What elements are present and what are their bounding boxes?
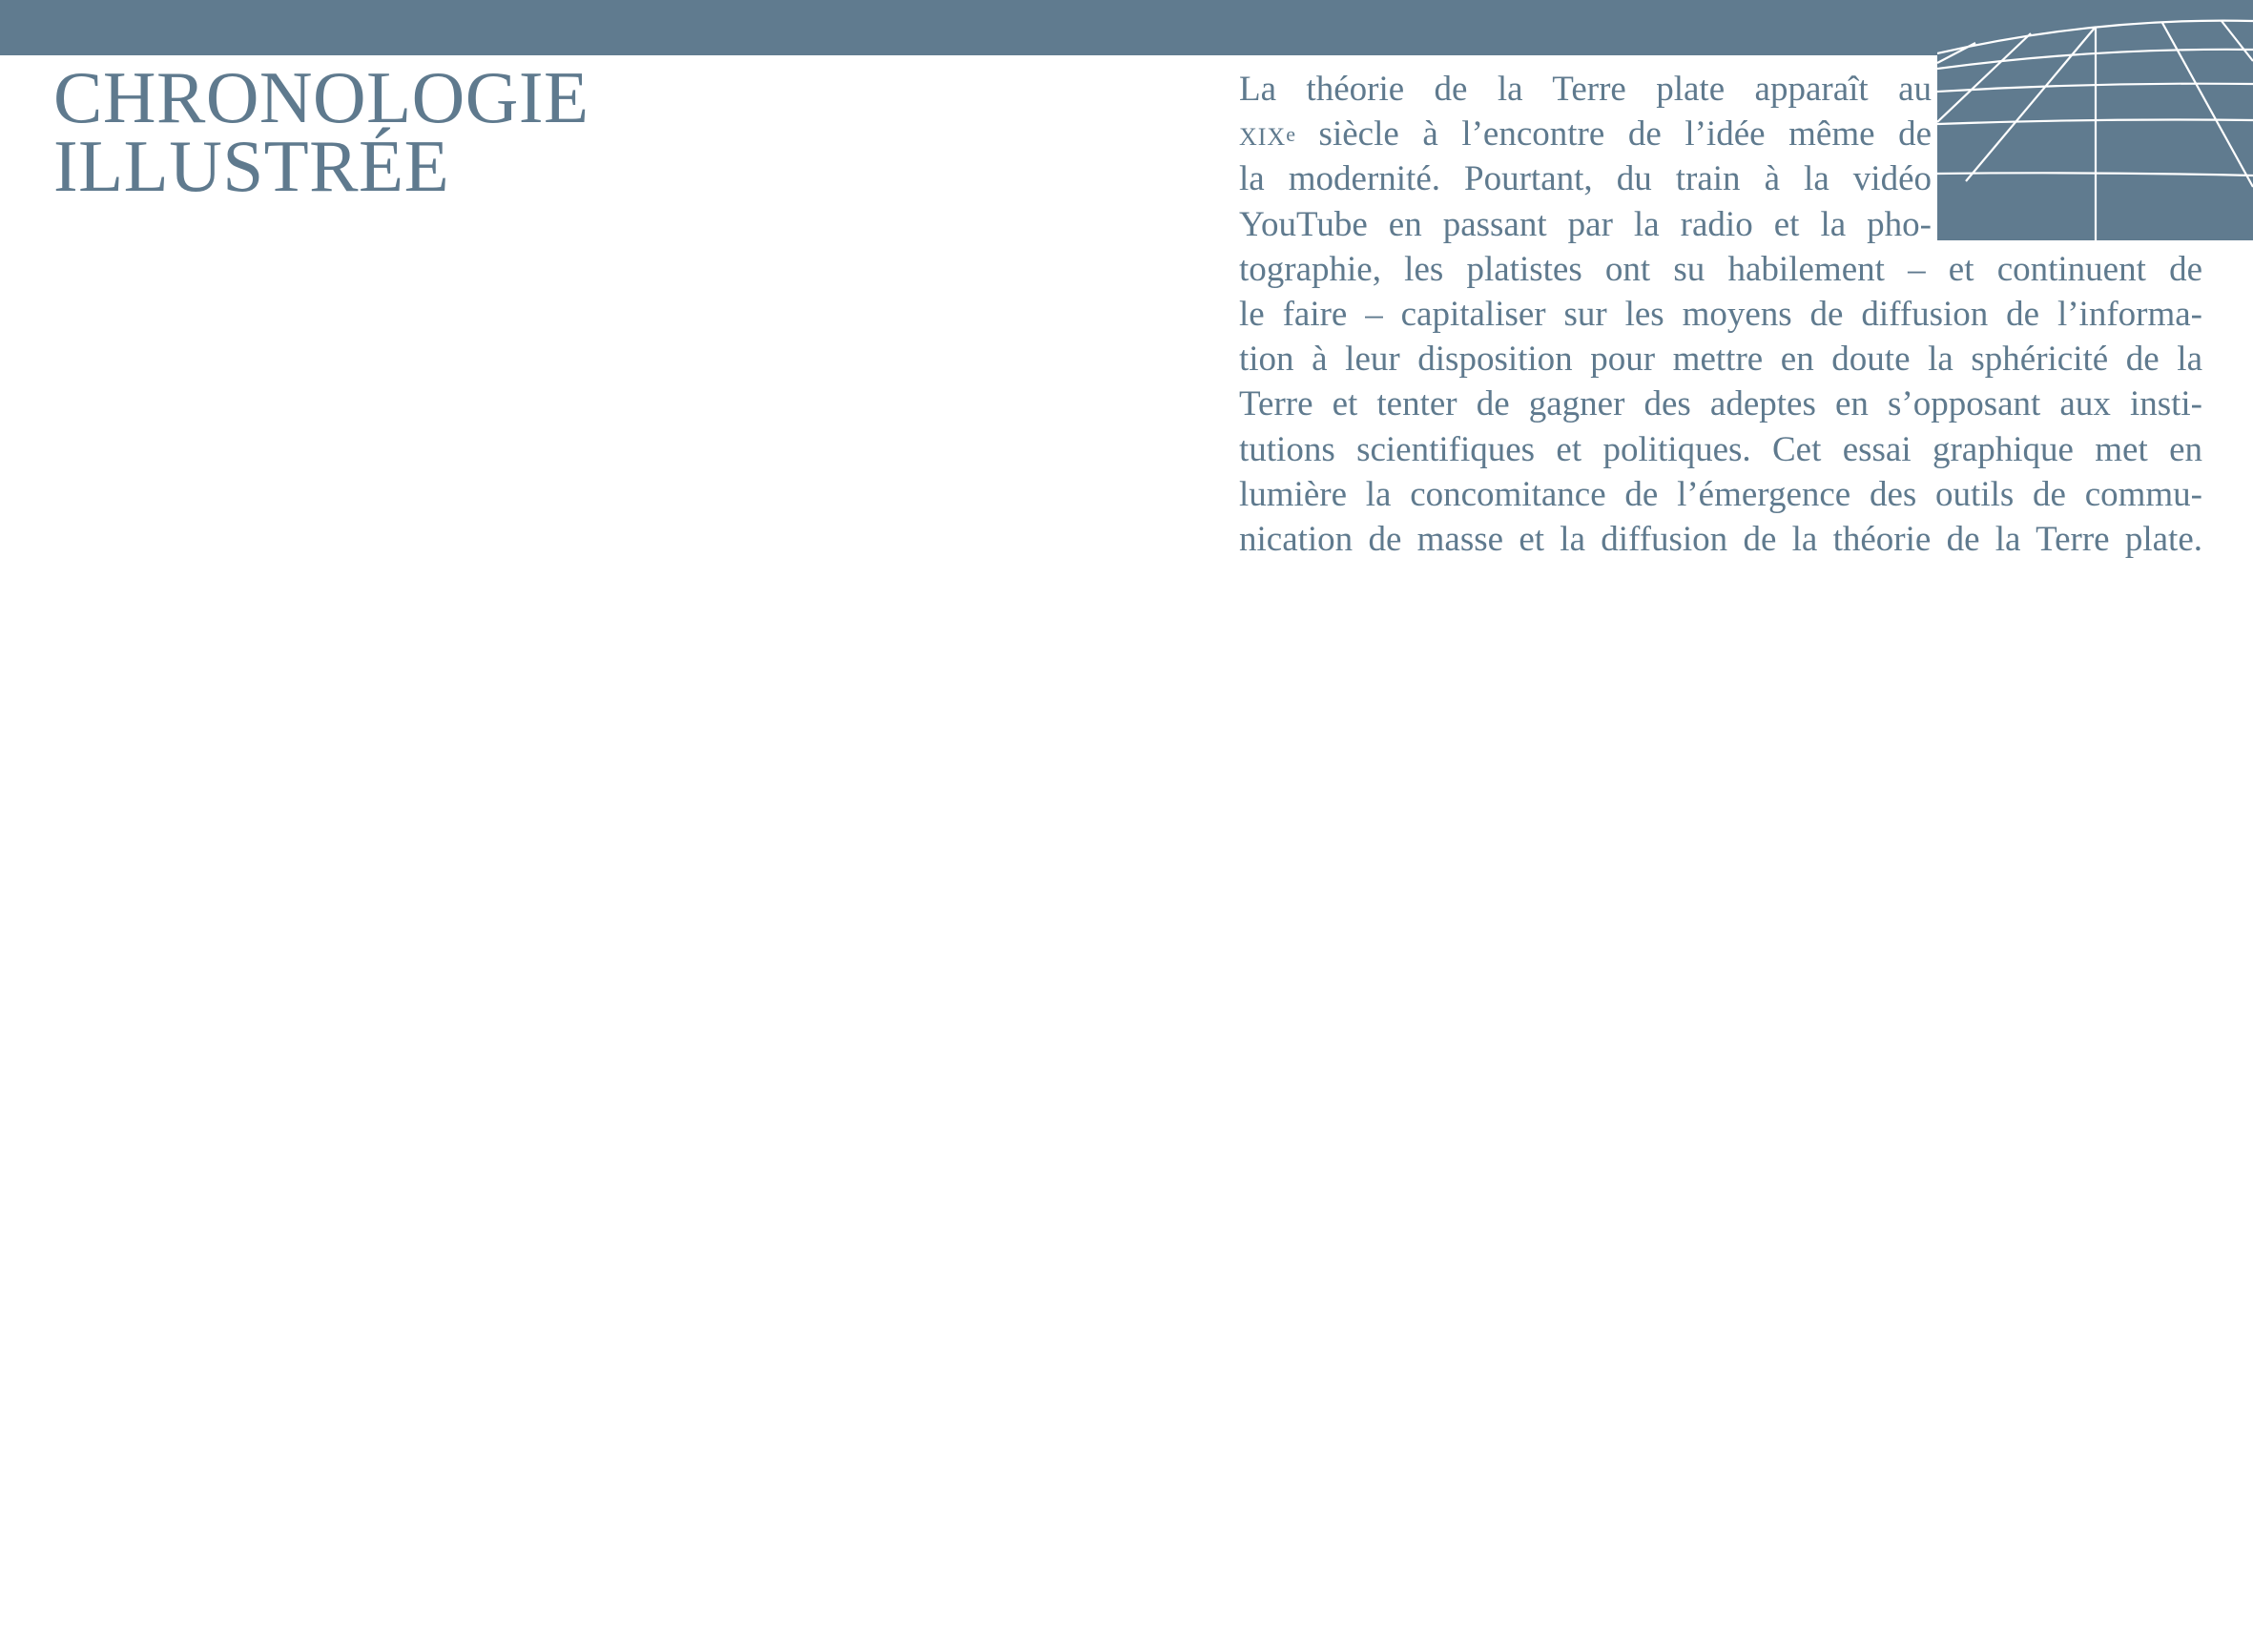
intro-line-9: tutions scientifiques et politiques. Cet essai graphique met en xyxy=(1239,429,2202,469)
intro-line-6: le faire – capitaliser sur les moyens de diffusion de l’informa- xyxy=(1239,295,2202,335)
intro-paragraph xyxy=(1239,67,2202,562)
page-title-line-1: CHRONOLOGIE xyxy=(53,56,589,138)
intro-line-5: tographie, les platistes ont su habilement – et continuent de xyxy=(1239,249,2202,289)
intro-line-4: YouTube en passant par la radio et la pho- xyxy=(1239,204,1932,244)
intro-line-1 xyxy=(1239,67,1932,112)
top-header-band xyxy=(0,0,2253,55)
intro-line-2 xyxy=(1239,112,1932,156)
intro-line-11: nication de masse et la diffusion de la théorie de la Terre plate. xyxy=(1239,520,2202,560)
page-title xyxy=(53,56,589,207)
intro-line-1-text: La théorie de la Terre plate apparaît au xyxy=(1239,70,1932,109)
intro-line-8: Terre et tenter de gagner des adeptes en s’opposant aux insti- xyxy=(1239,384,2202,424)
intro-line-2-text: siècle à l’encontre de l’idée même de xyxy=(1294,114,1932,155)
century-numeral: xix xyxy=(1239,114,1287,155)
intro-line-7: tion à leur disposition pour mettre en doute la sphéricité de la xyxy=(1239,340,2202,380)
page-title-line-2: ILLUSTRÉE xyxy=(53,125,450,207)
intro-line-10: lumière la concomitance de l’émergence des outils de commu- xyxy=(1239,474,2202,514)
intro-line-3: la modernité. Pourtant, du train à la vidéo xyxy=(1239,159,1932,199)
century-superscript: e xyxy=(1286,122,1295,147)
